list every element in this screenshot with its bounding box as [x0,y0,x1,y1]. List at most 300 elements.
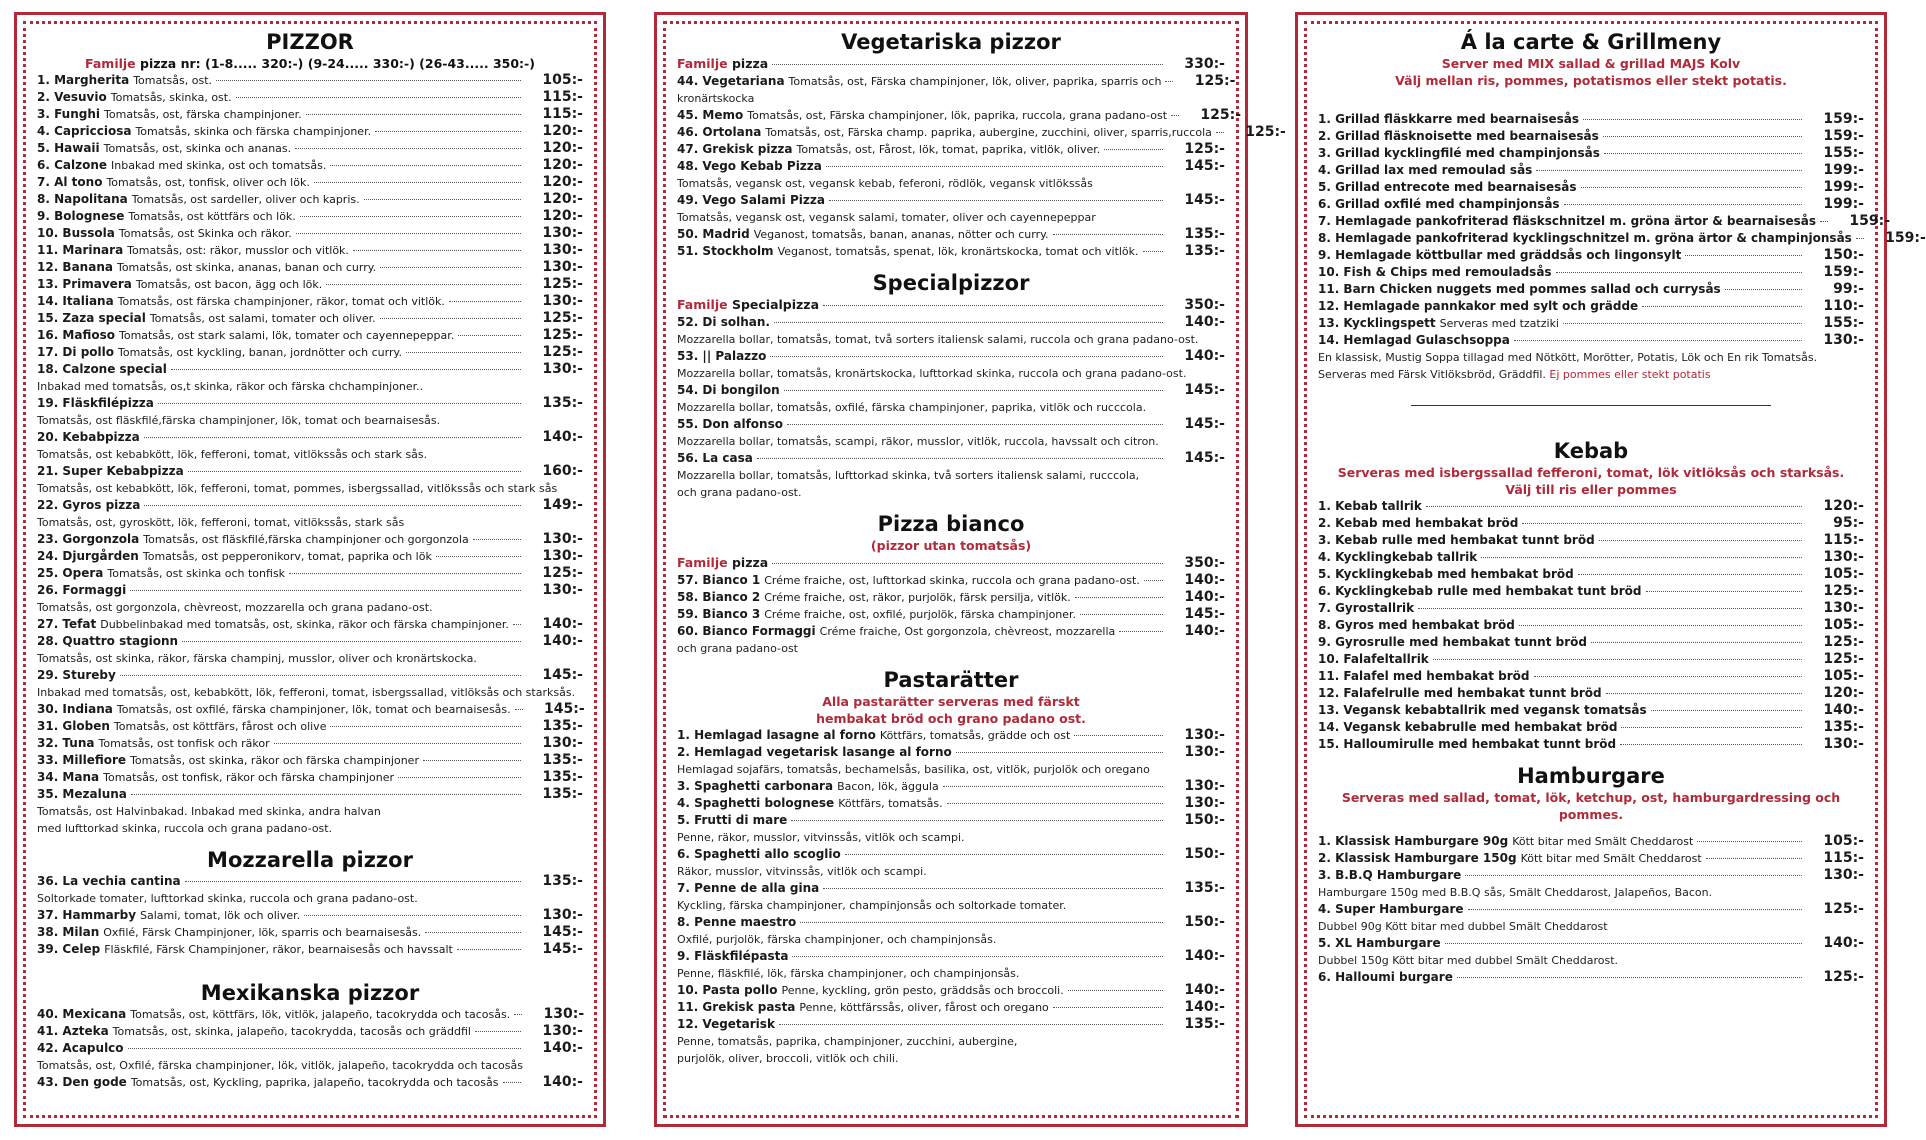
item-price: 99:- [1833,281,1864,297]
soup-serving-text: Serveras med Färsk Vitlöksbröd, Gräddfil. [1318,368,1550,381]
item-description: Mozzarella bollar, tomatsås, scampi, räkor, musslor, vitlök, ruccola, havssalt och citron. [677,435,1159,448]
item-ingredients: Serveras med tzatziki [1439,317,1559,330]
item-name: 1. Hemlagad lasagne al forno [677,728,876,742]
item-name: 12. Vegetarisk [677,1017,775,1031]
panel-content [677,29,1286,1110]
item-description: Mozzarella bollar, tomatsås, tomat, två sorters italiensk salami, ruccola och grana padano-ost. [677,333,1199,346]
dot-leader [1465,875,1802,876]
menu-item [37,327,583,344]
item-price: 140:- [1184,999,1225,1015]
item-name: 31. Globen [37,719,110,733]
item-name: 59. Bianco 3 [677,607,761,621]
item-name: 3. Kebab rulle med hembakat tunnt bröd [1318,533,1595,547]
item-price: 135:- [542,786,583,802]
menu-item [677,1016,1225,1033]
item-price: 150:- [1823,247,1864,263]
menu-item [37,225,583,242]
item-description: Tomatsås, ost, Oxfilé, färska champinjoner, lök, vitlök, jalapeño, tacokrydda och tacosås [37,1059,523,1072]
menu-item [1318,935,1864,952]
item-ingredients: Tomatsås, ost, tonfisk, oliver och lök. [106,176,310,189]
dot-leader [956,752,1163,753]
item-name: 6. Calzone [37,158,108,172]
item-ingredients: Tomatsås, ost, skinka och ananas. [103,142,292,155]
item-price: 115:- [542,89,583,105]
item-name: 40. Mexicana [37,1007,127,1021]
dot-leader [306,114,521,115]
item-price: 125:- [1823,583,1864,599]
menu-item [37,174,583,191]
item-name: 3. Grillad kycklingfilé med champinjonsås [1318,146,1600,160]
item-price: 130:- [542,1023,583,1039]
item-price: 120:- [542,191,583,207]
dot-leader [770,356,1163,357]
mozzarella-list [37,873,583,958]
menu-item [37,395,583,412]
item-description: Inbakad med tomatsås, os,t skinka, räkor och färska chchampinjoner.. [37,380,424,393]
dot-leader [330,726,521,727]
dot-leader [182,641,521,642]
item-price: 125:- [542,344,583,360]
menu-item [677,158,1225,175]
item-price: 105:- [1823,566,1864,582]
item-price: 130:- [542,293,583,309]
item-name: 5. Kycklingkebab med hembakat bröd [1318,567,1574,581]
dot-leader [1536,170,1802,171]
item-price: 130:- [542,531,583,547]
item-ingredients: Köttfärs, tomatsås. [838,797,943,810]
dot-leader [1706,858,1802,859]
item-price: 159:- [1823,128,1864,144]
item-ingredients: Tomatsås, ost, Fårost, lök, tomat, paprika, vitlök, oliver. [796,143,1101,156]
dot-leader [300,216,521,217]
item-description: Kyckling, färska champinjoner, champinjonsås och soltorkade tomater. [677,899,1067,912]
item-ingredients: Tomatsås, ost salami, tomater och oliver. [149,312,376,325]
item-price: 110:- [1823,298,1864,314]
dot-leader [845,854,1163,855]
dot-leader [1642,306,1802,307]
item-name: 10. Pasta pollo [677,983,778,997]
item-name: 1. Klassisk Hamburgare 90g [1318,834,1509,848]
menu-item [677,382,1225,399]
item-description: Tomatsås, vegansk ost, vegansk kebab, feferoni, rödlök, vegansk vitlökssås [677,177,1093,190]
item-ingredients: Tomatsås, ost, Färska champ. paprika, aubergine, zucchini, oliver, sparris,ruccola [765,126,1212,139]
menu-item [37,242,583,259]
menu-item [677,623,1225,640]
dot-leader [1563,323,1802,324]
dot-leader [1468,909,1802,910]
spacer [677,501,1225,511]
menu-item [677,606,1225,623]
menu-item [37,769,583,786]
dot-leader [1564,204,1802,205]
item-price: 115:- [1823,850,1864,866]
item-description: kronärtskocka [677,92,755,105]
dot-leader [144,437,521,438]
kebab-subtitle-1: Serveras med isbergssallad fefferoni, tomat, lök vitlöksås och starksås. [1337,465,1845,480]
section-title-kebab: Kebab [1553,439,1629,463]
dot-leader [1216,132,1224,133]
item-price: 130:- [542,259,583,275]
item-name: 21. Super Kebabpizza [37,464,184,478]
spacer [1318,416,1864,438]
dot-leader [1075,597,1163,598]
item-name: 35. Mezaluna [37,787,127,801]
dot-leader [289,573,521,574]
item-price: 145:- [1184,158,1225,174]
item-ingredients: Penne, köttfärssås, oliver, fårost och oregano [799,1001,1049,1014]
menu-item [1318,600,1864,617]
item-ingredients: Tomatsås, ost köttfärs och lök. [128,210,296,223]
item-name: 58. Bianco 2 [677,590,761,604]
item-name: 14. Italiana [37,294,114,308]
item-description: Penne, tomatsås, paprika, champinjoner, zucchini, aubergine, [677,1035,1018,1048]
item-price: 135:- [542,395,583,411]
dot-leader [364,199,521,200]
dot-leader [375,131,521,132]
menu-item [37,941,583,958]
dot-leader [774,322,1163,323]
item-name: 30. Indiana [37,702,113,716]
dot-leader [823,888,1163,889]
menu-item [1318,128,1864,145]
item-description: Tomatsås, ost Halvinbakad. Inbakad med skinka, andra halvan [37,805,381,818]
menu-item [1318,634,1864,651]
dot-leader [1603,136,1802,137]
dot-leader [144,505,521,506]
dot-leader [1426,506,1802,507]
panel-content [1318,29,1926,1110]
dot-leader [503,1082,522,1083]
dot-leader [1599,540,1802,541]
menu-item [37,497,583,514]
item-ingredients: Tomatsås, ost sardeller, oliver och kapris. [131,193,360,206]
item-price: 140:- [1184,572,1225,588]
item-price: 145:- [542,924,583,940]
alacarte-subtitle-1: Server med MIX sallad & grillad MAJS Kolv [1441,56,1741,71]
menu-item [677,416,1225,433]
item-name: 7. Penne de alla gina [677,881,820,895]
bianco-subtitle: (pizzor utan tomatsås) [870,538,1032,553]
item-name: 6. Grillad oxfilé med champinjonsås [1318,197,1560,211]
item-ingredients: Tomatsås, ost färska champinjoner, räkor, tomat och vitlök. [117,295,445,308]
dot-leader [1143,251,1163,252]
dot-leader [436,556,521,557]
item-ingredients: Tomatsås, ost Skinka och räkor. [118,227,292,240]
kebab-list [1318,498,1864,753]
menu-item [37,72,583,89]
familje-prices: pizza nr: (1-8..... 320:-) (9-24..... 330:-) (26-43..... 350:-) [135,56,535,71]
item-description: Mozzarella bollar, tomatsås, kronärtskocka, lufttorkad skinka, ruccola och grana padano-ost. [677,367,1187,380]
item-ingredients: Tomatsås, ost tonfisk, räkor och färska champinjoner [103,771,395,784]
item-ingredients: Tomatsås, skinka och färska champinjoner. [135,125,372,138]
item-name: 2. Klassisk Hamburgare 150g [1318,851,1517,865]
item-name: 39. Celep [37,942,101,956]
item-price: 105:- [1823,668,1864,684]
dot-leader [120,675,521,676]
dot-leader [1725,289,1802,290]
item-price: 125:- [1184,141,1225,157]
item-price: 135:- [1823,719,1864,735]
menu-item [1318,247,1864,264]
menu-item [1318,685,1864,702]
section-title-bianco: Pizza bianco [877,512,1025,536]
dot-leader [1457,977,1802,978]
item-ingredients: Salami, tomat, lök och oliver. [140,909,301,922]
item-price: 105:- [1823,617,1864,633]
item-name: 7. Al tono [37,175,103,189]
dot-leader [425,932,521,933]
item-name: 54. Di bongilon [677,383,780,397]
item-name: 44. Vegetariana [677,74,785,88]
item-name: 3. Spaghetti carbonara [677,779,834,793]
menu-item [1318,213,1891,230]
item-price: 140:- [542,1040,583,1056]
item-name: 34. Mana [37,770,100,784]
item-name: 41. Azteka [37,1024,109,1038]
dot-leader [1621,727,1802,728]
menu-item [37,582,583,599]
item-name: 15. Halloumirulle med hembakat tunnt bröd [1318,737,1617,751]
menu-item [37,907,583,924]
item-description: Oxfilé, purjolök, färska champinjoner, och champinjonsås. [677,933,997,946]
menu-item [1318,617,1864,634]
soup-serving [1318,366,1864,383]
dot-leader [1074,735,1163,736]
menu-item [677,812,1225,829]
menu-item [37,89,583,106]
item-ingredients: Tomatsås, ost, Färska champinjoner, lök, paprika, ruccola, grana padano-ost [747,109,1168,122]
dot-leader [1583,119,1802,120]
item-name: 27. Tefat [37,617,97,631]
menu-item [1318,145,1864,162]
dot-leader [784,390,1163,391]
special-list [677,314,1225,501]
item-price: 125:- [542,276,583,292]
dot-leader [326,284,521,285]
dot-leader [380,318,521,319]
dot-leader [274,743,521,744]
familje-label: Familje [677,555,728,570]
menu-item [37,344,583,361]
menu-item [1318,281,1864,298]
item-name: 9. Gyrosrulle med hembakat tunnt bröd [1318,635,1587,649]
familje-text: Specialpizza [727,297,820,312]
familje-text: pizza [727,555,769,570]
menu-item [37,1074,583,1091]
item-name: 3. Funghi [37,107,101,121]
menu-item [37,259,583,276]
item-name: 60. Bianco Formaggi [677,624,816,638]
menu-item [677,914,1225,931]
menu-item [1318,901,1864,918]
item-name: 13. Kycklingspett [1318,316,1436,330]
item-name: 36. La vechia cantina [37,874,181,888]
item-price: 135:- [542,769,583,785]
item-price: 125:- [1200,107,1242,123]
item-name: 3. B.B.Q Hamburgare [1318,868,1462,882]
dot-leader [457,949,521,950]
item-ingredients: Tomatsås, ost, Kyckling, paprika, jalapeño, tacokrydda och tacosås [130,1076,499,1089]
dot-leader [1697,841,1802,842]
item-price: 145:- [1184,606,1225,622]
item-price: 145:- [1184,450,1225,466]
menu-item [677,243,1225,260]
item-name: 10. Fish & Chips med remouladsås [1318,265,1552,279]
item-ingredients: Kött bitar med Smält Cheddarost [1512,835,1694,848]
menu-item [1318,549,1864,566]
dot-leader [1534,676,1802,677]
item-ingredients: Tomatsås, ost tonfisk och räkor [98,737,270,750]
dot-leader [1646,591,1802,592]
item-price: 130:- [542,548,583,564]
menu-item [37,633,583,650]
spacer [677,260,1225,270]
item-name: 6. Spaghetti allo scoglio [677,847,841,861]
menu-item [677,73,1236,90]
dot-leader [295,148,521,149]
menu-item [677,314,1225,331]
item-description: Tomatsås, ost, gyroskött, lök, fefferoni, tomat, vitlökssås, stark sås [37,516,405,529]
item-ingredients: Köttfärs, tomatsås, grädde och ost [879,729,1071,742]
dot-leader [449,301,521,302]
item-name: 11. Grekisk pasta [677,1000,796,1014]
dot-leader [158,403,521,404]
menu-item [677,880,1225,897]
item-name: 2. Kebab med hembakat bröd [1318,516,1519,530]
item-ingredients: Veganost, tomatsås, spenat, lök, kronärtskocka, tomat och vitlök. [777,245,1139,258]
familje-price: 330:- [1184,56,1225,72]
item-price: 130:- [542,582,583,598]
item-price: 125:- [542,565,583,581]
item-name: 23. Gorgonzola [37,532,140,546]
item-name: 11. Marinara [37,243,124,257]
item-ingredients: Fläskfilé, Färsk Champinjoner, räkor, bearnaisesås och havssalt [104,943,453,956]
dot-leader [1514,340,1802,341]
menu-item [1318,532,1864,549]
dot-leader [1685,255,1802,256]
item-ingredients: Kött bitar med Smält Cheddarost [1520,852,1702,865]
dot-leader [1144,580,1163,581]
item-price: 149:- [542,497,583,513]
item-price: 135:- [1184,243,1225,259]
menu-item [37,1006,583,1023]
dot-leader [423,760,521,761]
dot-leader [171,369,521,370]
item-ingredients: Tomatsås, ost, skinka, jalapeño, tacokrydda, tacosås och gräddfil [112,1025,471,1038]
item-ingredients: Bacon, lök, äggula [837,780,939,793]
item-price: 140:- [542,429,583,445]
item-name: 43. Den gode [37,1075,127,1089]
item-name: 8. Gyros med hembakat bröd [1318,618,1515,632]
item-name: 26. Formaggi [37,583,127,597]
item-name: 12. Hemlagade pannkakor med sylt och grädde [1318,299,1639,313]
dot-leader [406,352,521,353]
item-price: 95:- [1833,515,1864,531]
menu-item [1318,833,1864,850]
item-description: Hemlagad sojafärs, tomatsås, bechamelsås, basilika, ost, vitlök, purjolök och oregano [677,763,1150,776]
item-name: 50. Madrid [677,227,750,241]
item-name: 15. Zaza special [37,311,146,325]
menu-item [37,293,583,310]
spacer [1318,823,1864,833]
item-price: 130:- [542,361,583,377]
item-name: 12. Falafelrulle med hembakat tunnt bröd [1318,686,1602,700]
item-name: 4. Capricciosa [37,124,132,138]
menu-item [1318,736,1864,753]
dot-leader [1581,187,1802,188]
item-price: 125:- [1245,124,1286,140]
item-name: 33. Millefiore [37,753,127,767]
item-name: 19. Fläskfilépizza [37,396,154,410]
dot-leader [1556,272,1802,273]
soup-note: Ej pommes eller stekt potatis [1549,368,1711,381]
menu-item [37,310,583,327]
menu-item [677,778,1225,795]
item-ingredients: Tomatsås, ost, Färska champinjoner, lök, oliver, paprika, sparris och [788,75,1162,88]
item-price: 140:- [542,616,583,632]
menu-item [677,572,1225,589]
item-name: 1. Grillad fläskkarre med bearnaisesås [1318,112,1579,126]
menu-item [1318,850,1864,867]
item-price: 145:- [542,941,583,957]
dot-leader [1104,149,1163,150]
section-title-alacarte: Á la carte & Grillmeny [1460,30,1722,54]
dot-leader [829,200,1163,201]
dot-leader [800,922,1163,923]
item-price: 130:- [542,242,583,258]
item-ingredients: Tomatsås, ost stark salami, lök, tomater och cayennepeppar. [119,329,455,342]
item-price: 199:- [1823,179,1864,195]
item-price: 125:- [542,327,583,343]
item-price: 140:- [1184,623,1225,639]
dot-leader [216,80,521,81]
bianco-list [677,572,1225,657]
menu-item [1318,583,1864,600]
menu-item [37,1040,583,1057]
item-price: 130:- [1823,736,1864,752]
item-price: 135:- [1184,880,1225,896]
item-price: 125:- [1823,901,1864,917]
item-name: 29. Stureby [37,668,116,682]
item-price: 159:- [1823,264,1864,280]
menu-item [37,873,583,890]
familje-text: pizza [727,56,769,71]
menu-item [37,531,583,548]
item-name: 38. Milan [37,925,100,939]
item-price: 130:- [1823,549,1864,565]
item-name: 45. Memo [677,108,744,122]
item-price: 150:- [1184,914,1225,930]
item-ingredients: Tomatsås, skinka, ost. [110,91,232,104]
menu-item [37,106,583,123]
item-price: 130:- [1184,727,1225,743]
spacer [677,657,1225,667]
item-name: 22. Gyros pizza [37,498,141,512]
dot-leader [1481,557,1802,558]
item-price: 135:- [1184,1016,1225,1032]
mexikanska-list [37,1006,583,1091]
menu-item [1318,162,1864,179]
item-name: 5. Hawaii [37,141,100,155]
dot-leader [792,956,1163,957]
item-name: 56. La casa [677,451,753,465]
menu-item [677,795,1225,812]
item-price: 125:- [1823,969,1864,985]
menu-item [37,208,583,225]
item-name: 5. XL Hamburgare [1318,936,1441,950]
item-ingredients: Créme fraiche, ost, räkor, purjolök, färsk persilja, vitlök. [764,591,1071,604]
item-price: 159:- [1849,213,1891,229]
